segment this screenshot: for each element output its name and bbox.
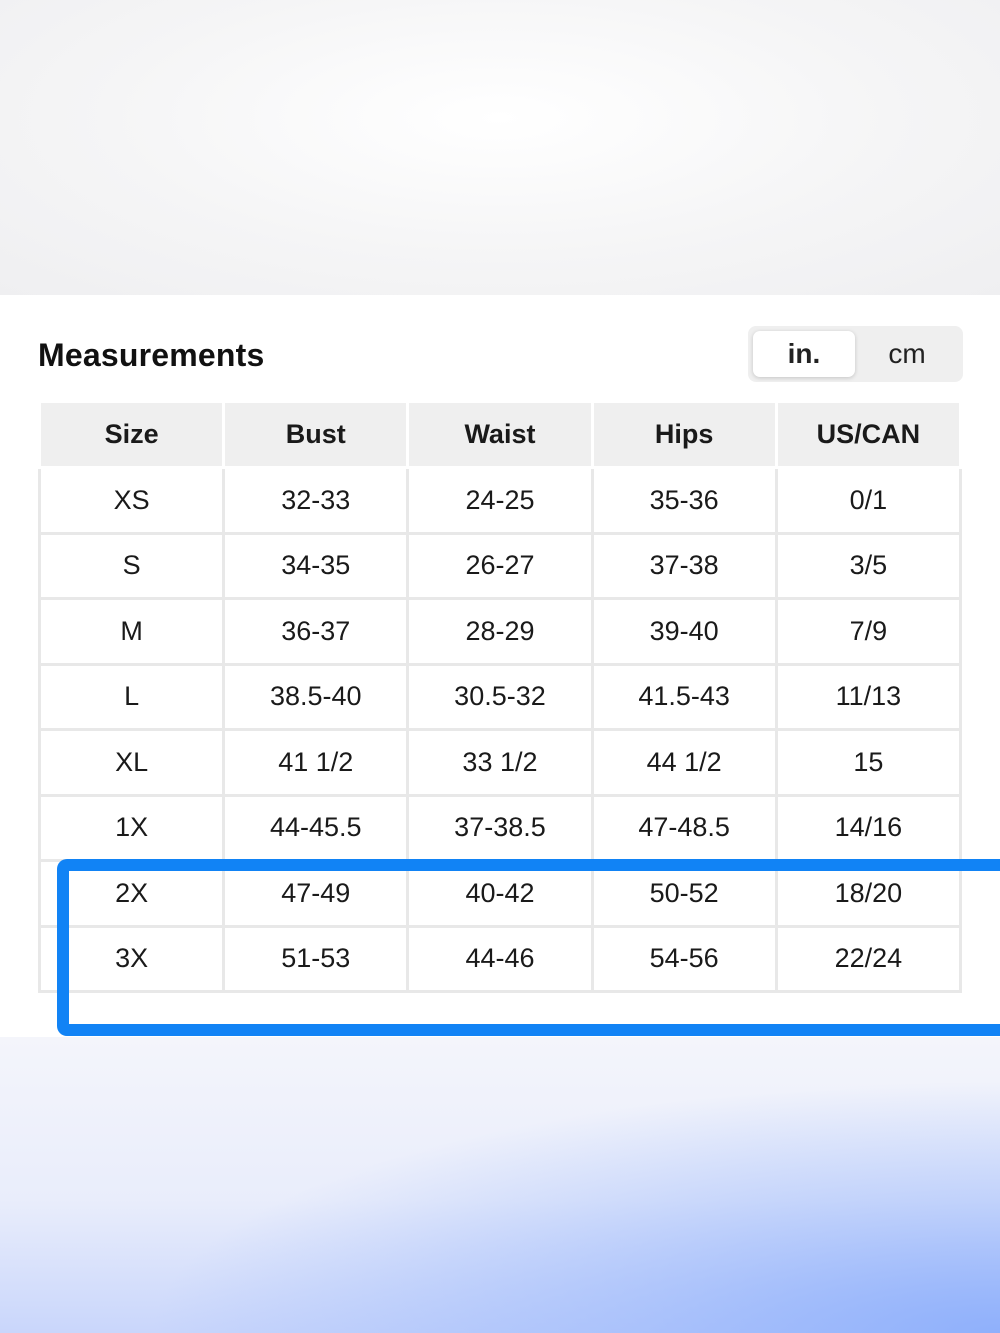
table-header-row (40, 402, 961, 468)
table-row (40, 861, 961, 927)
cell-waist: 33 1/2 (408, 730, 592, 796)
cell-bust: 41 1/2 (224, 730, 408, 796)
unit-option-cm[interactable]: cm (888, 338, 926, 369)
page-title: Measurements (38, 337, 265, 373)
cell-size: M (40, 599, 224, 665)
cell-hips: 37-38 (592, 533, 776, 599)
cell-hips: 44 1/2 (592, 730, 776, 796)
cell-us-can: 3/5 (776, 533, 960, 599)
cell-bust: 51-53 (224, 926, 408, 992)
cell-us-can: 18/20 (776, 861, 960, 927)
cell-waist: 37-38.5 (408, 795, 592, 861)
cell-bust: 44-45.5 (224, 795, 408, 861)
column-header-waist: Waist (408, 402, 592, 468)
cell-us-can: 0/1 (776, 468, 960, 534)
column-header-hips: Hips (592, 402, 776, 468)
column-header-size: Size (40, 402, 224, 468)
unit-option-inches[interactable]: in. (753, 331, 855, 377)
cell-size: XL (40, 730, 224, 796)
blurred-background-top (0, 0, 1000, 295)
unit-toggle[interactable] (748, 326, 963, 382)
cell-us-can: 14/16 (776, 795, 960, 861)
table-row (40, 533, 961, 599)
cell-bust: 32-33 (224, 468, 408, 534)
cell-us-can: 11/13 (776, 664, 960, 730)
cell-size: XS (40, 468, 224, 534)
table-row (40, 795, 961, 861)
cell-hips: 54-56 (592, 926, 776, 992)
cell-bust: 36-37 (224, 599, 408, 665)
cell-us-can: 22/24 (776, 926, 960, 992)
cell-hips: 35-36 (592, 468, 776, 534)
cell-waist: 44-46 (408, 926, 592, 992)
cell-size: 3X (40, 926, 224, 992)
table-row (40, 599, 961, 665)
cell-bust: 34-35 (224, 533, 408, 599)
cell-bust: 38.5-40 (224, 664, 408, 730)
cell-size: S (40, 533, 224, 599)
cell-bust: 47-49 (224, 861, 408, 927)
column-header-bust: Bust (224, 402, 408, 468)
cell-us-can: 15 (776, 730, 960, 796)
cell-us-can: 7/9 (776, 599, 960, 665)
cell-size: 1X (40, 795, 224, 861)
blurred-background-bottom (0, 1037, 1000, 1333)
cell-waist: 26-27 (408, 533, 592, 599)
cell-waist: 28-29 (408, 599, 592, 665)
table-row (40, 926, 961, 992)
table-row (40, 468, 961, 534)
cell-hips: 41.5-43 (592, 664, 776, 730)
cell-hips: 39-40 (592, 599, 776, 665)
cell-hips: 47-48.5 (592, 795, 776, 861)
cell-waist: 30.5-32 (408, 664, 592, 730)
cell-waist: 40-42 (408, 861, 592, 927)
cell-hips: 50-52 (592, 861, 776, 927)
table-row (40, 730, 961, 796)
cell-waist: 24-25 (408, 468, 592, 534)
cell-size: 2X (40, 861, 224, 927)
size-chart-table (38, 400, 962, 993)
column-header-us-can: US/CAN (776, 402, 960, 468)
cell-size: L (40, 664, 224, 730)
table-row (40, 664, 961, 730)
